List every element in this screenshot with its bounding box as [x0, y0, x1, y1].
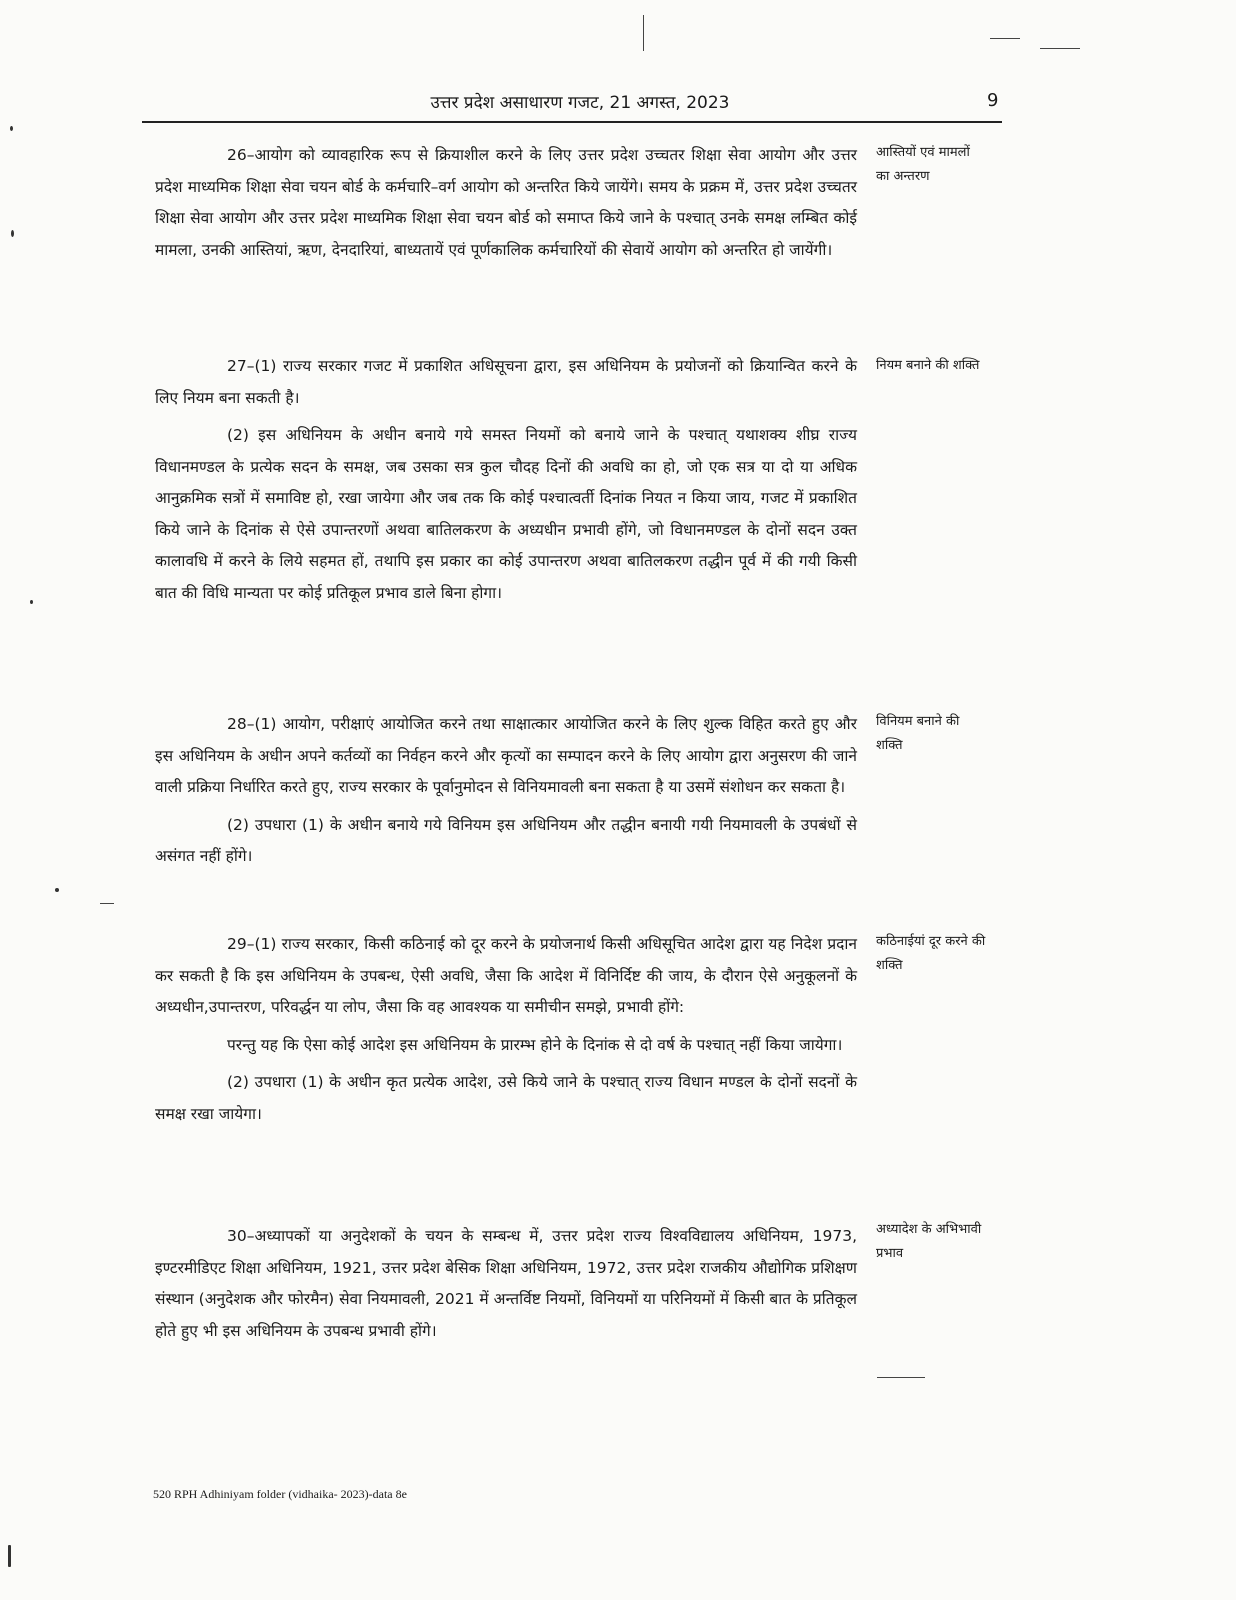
section-27-paragraph-2: (2) इस अधिनियम के अधीन बनाये गये समस्त नियमों को बनाये जाने के पश्चात् यथाशक्य शीघ्र राज्य विधानमण्डल के प्रत्येक सदन के समक्ष, जब उसका सत्र कुल चौदह दिनों की अवधि का हो, जो एक सत्र या दो या अधिक आनुक्रमिक सत्रों में समाविष्ट हो, रखा जायेगा और जब तक कि कोई पश्चात्वर्ती दिनांक नियत न किया जाय, गजट में प्रकाशित किये जाने के दिनांक से ऐसे उपान्तरणों अथवा बातिलकरण के अध्यधीन प्रभावी होंगे, जो विधानमण्डल के दोनों सदन उक्त कालावधि में करने के लिये सहमत हों, तथापि इस प्रकार का कोई उपान्तरण अथवा बातिलकरण तद्धीन पूर्व में की गयी किसी बात की विधि मान्यता पर कोई प्रतिकूल प्रभाव डाले बिना होगा।: [155, 426, 857, 602]
section-30: [155, 1221, 857, 1347]
section-29-paragraph-3: (2) उपधारा (1) के अधीन कृत प्रत्येक आदेश, उसे किये जाने के पश्चात् राज्य विधान मण्डल के दोनों सदनों के समक्ष रखा जायेगा।: [155, 1073, 857, 1123]
scan-dash: [1040, 48, 1080, 49]
margin-note-section-27: नियम बनाने की शक्ति: [876, 358, 980, 373]
section-29-paragraph-1: 29–(1) राज्य सरकार, किसी कठिनाई को दूर करने के प्रयोजनार्थ किसी अधिसूचित आदेश द्वारा यह निदेश प्रदान कर सकती है कि इस अधिनियम के उपबन्ध, ऐसी अवधि, जैसा कि आदेश में विनिर्दिष्ट की जाय, के दौरान ऐसे अनुकूलनों के अध्यधीन,उपान्तरण, परिवर्द्धन या लोप, जैसा कि वह आवश्यक या समीचीन समझे, प्रभावी होंगे:: [155, 935, 857, 1016]
margin-note-section-29: कठिनाईयां दूर करने की शक्ति: [876, 934, 986, 973]
scan-speck: [8, 1545, 11, 1567]
scan-dash: [990, 38, 1020, 39]
header-divider: [142, 121, 1002, 123]
scan-dash: [643, 15, 644, 51]
section-28-paragraph-2: (2) उपधारा (1) के अधीन बनाये गये विनियम इस अधिनियम और तद्धीन बनायी गयी नियमावली के उपबंधों से असंगत नहीं होंगे।: [155, 815, 857, 865]
margin-note-section-28: विनियम बनाने की शक्ति: [876, 714, 960, 753]
section-30-paragraph-1: 30–अध्यापकों या अनुदेशकों के चयन के सम्बन्ध में, उत्तर प्रदेश राज्य विश्वविद्यालय अधिनियम, 1973, इण्टरमीडिएट शिक्षा अधिनियम, 1921, उत्तर प्रदेश बेसिक शिक्षा अधिनियम, 1972, उत्तर प्रदेश राजकीय औद्योगिक प्रशिक्षण संस्थान (अनुदेशक और फोरमैन) सेवा नियमावली, 2021 में अन्तर्विष्ट नियमों, विनियमों या परिनियमों में किसी बात के प्रतिकूल होते हुए भी इस अधिनियम के उपबन्ध प्रभावी होंगे।: [155, 1227, 857, 1340]
end-dash-mark: [877, 1377, 925, 1378]
section-29: [155, 929, 857, 1130]
section-27-paragraph-1: 27–(1) राज्य सरकार गजट में प्रकाशित अधिसूचना द्वारा, इस अधिनियम के प्रयोजनों को क्रियान्वित करने के लिए नियम बना सकती है।: [155, 357, 857, 407]
scan-speck: [30, 600, 33, 604]
section-26: [155, 140, 857, 266]
page-number: 9: [987, 90, 999, 111]
scan-speck: [55, 888, 59, 892]
margin-note-section-30: अध्यादेश के अभिभावी प्रभाव: [876, 1222, 982, 1261]
scan-speck: [11, 230, 14, 237]
section-26-paragraph-1: 26–आयोग को व्यावहारिक रूप से क्रियाशील करने के लिए उत्तर प्रदेश उच्चतर शिक्षा सेवा आयोग और उत्तर प्रदेश माध्यमिक शिक्षा सेवा चयन बोर्ड के कर्मचारि–वर्ग आयोग को अन्तरित किये जायेंगे। समय के प्रक्रम में, उत्तर प्रदेश उच्चतर शिक्षा सेवा आयोग और उत्तर प्रदेश माध्यमिक शिक्षा सेवा चयन बोर्ड को समाप्त किये जाने के पश्चात् उनके समक्ष लम्बित कोई मामला, उनकी आस्तियां, ऋण, देनदारियां, बाध्यतायें एवं पूर्णकालिक कर्मचारियों की सेवायें आयोग को अन्तरित हो जायेंगी।: [155, 146, 857, 259]
scan-speck: [10, 126, 13, 131]
section-27: [155, 351, 857, 609]
margin-note-section-26: आस्तियों एवं मामलों का अन्तरण: [876, 145, 970, 184]
section-28-paragraph-1: 28–(1) आयोग, परीक्षाएं आयोजित करने तथा साक्षात्कार आयोजित करने के लिए शुल्क विहित करते हुए और इस अधिनियम के अधीन अपने कर्तव्यों का निर्वहन करने और कृत्यों का सम्पादन करने के लिए आयोग द्वारा अनुसरण की जाने वाली प्रक्रिया निर्धारित करते हुए, राज्य सरकार के पूर्वानुमोदन से विनियमावली बना सकता है या उसमें संशोधन कर सकता है।: [155, 715, 857, 796]
scan-dash: [100, 903, 114, 904]
gazette-header-title: उत्तर प्रदेश असाधारण गजट, 21 अगस्त, 2023: [430, 93, 730, 113]
section-28: [155, 709, 857, 873]
section-29-paragraph-2: परन्तु यह कि ऐसा कोई आदेश इस अधिनियम के प्रारम्भ होने के दिनांक से दो वर्ष के पश्चात् नहीं किया जायेगा।: [227, 1035, 843, 1054]
footer-print-code: 520 RPH Adhiniyam folder (vidhaika- 2023)-data 8e: [153, 1487, 407, 1501]
